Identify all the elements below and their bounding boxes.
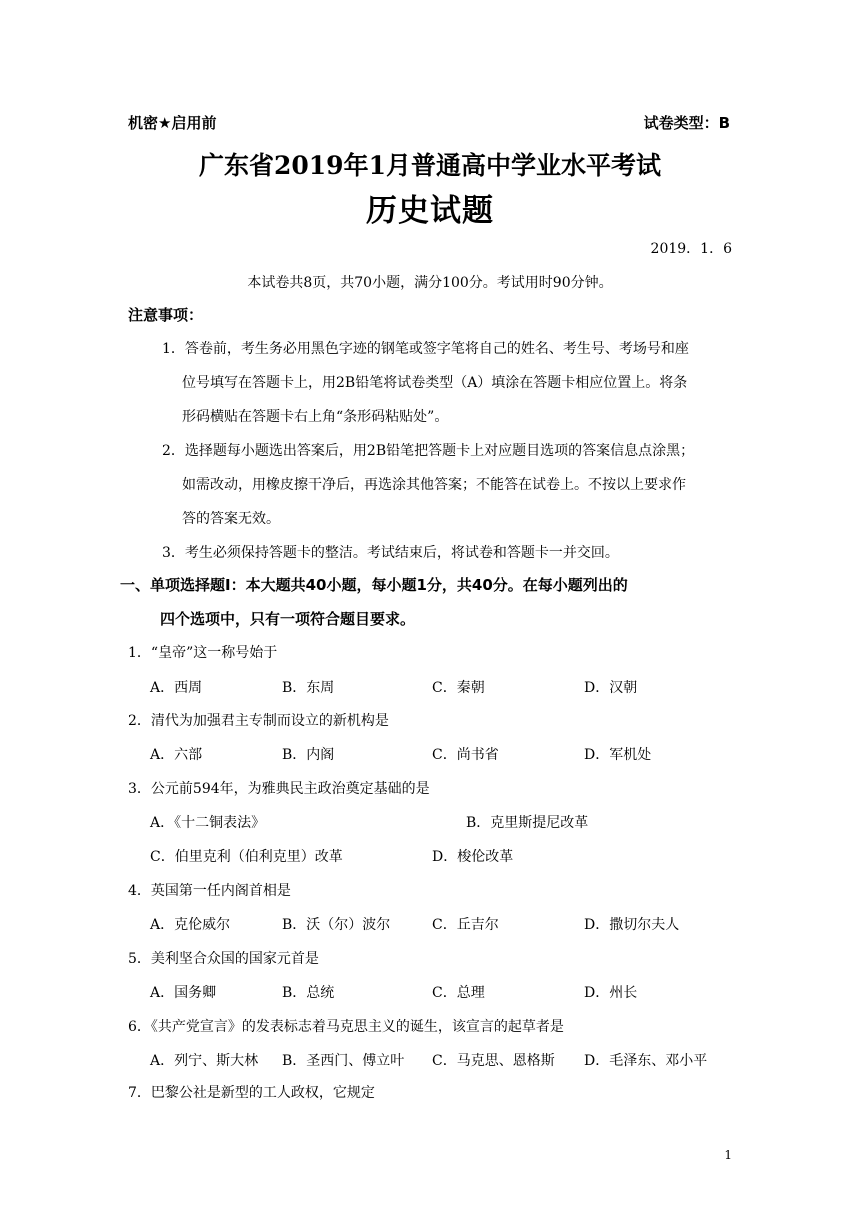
question-3-option-d: D．梭伦改革 bbox=[432, 849, 514, 865]
question-1-option-d: D．汉朝 bbox=[584, 680, 638, 696]
paper-type-label: 试卷类型：B bbox=[643, 114, 730, 132]
question-1-option-a: A．西周 bbox=[150, 680, 203, 696]
question-2-option-a: A．六部 bbox=[150, 747, 203, 763]
section-heading-line-2: 四个选项中，只有一项符合题目要求。 bbox=[160, 610, 416, 628]
question-3-stem: 3．公元前594年，为雅典民主政治奠定基础的是 bbox=[128, 781, 430, 797]
question-5-option-d: D．州长 bbox=[584, 985, 638, 1001]
question-3-option-b: B．克里斯提尼改革 bbox=[466, 815, 589, 831]
notice-item-1-line-2: 位号填写在答题卡上，用2B铅笔将试卷类型（A）填涂在答题卡相应位置上。将条 bbox=[182, 375, 688, 391]
question-6-option-c: C．马克思、恩格斯 bbox=[432, 1053, 555, 1069]
question-6-option-a: A．列宁、斯大林 bbox=[150, 1053, 259, 1069]
notice-item-3-line-1: 3．考生必须保持答题卡的整洁。考试结束后，将试卷和答题卡一并交回。 bbox=[162, 545, 619, 561]
exam-title: 广东省2019年1月普通高中学业水平考试 bbox=[199, 151, 661, 180]
exam-date: 2019．1．6 bbox=[650, 241, 732, 257]
notice-item-1-line-1: 1．答卷前，考生务必用黑色字迹的钢笔或签字笔将自己的姓名、考生号、考场号和座 bbox=[162, 341, 689, 357]
exam-intro: 本试卷共8页，共70小题，满分100分。考试用时90分钟。 bbox=[247, 275, 613, 291]
question-6-stem: 6．《共产党宣言》的发表标志着马克思主义的诞生，该宣言的起草者是 bbox=[128, 1019, 564, 1035]
question-2-option-c: C．尚书省 bbox=[432, 747, 499, 763]
notice-item-2-line-2: 如需改动，用橡皮擦干净后，再选涂其他答案；不能答在试卷上。不按以上要求作 bbox=[182, 477, 686, 493]
question-4-option-a: A．克伦威尔 bbox=[150, 917, 231, 933]
section-heading-line-1: 一、单项选择题Ⅰ：本大题共40小题，每小题1分，共40分。在每小题列出的 bbox=[120, 576, 628, 594]
question-2-stem: 2．清代为加强君主专制而设立的新机构是 bbox=[128, 713, 389, 729]
question-1-stem: 1．“皇帝”这一称号始于 bbox=[128, 645, 278, 661]
question-4-option-d: D．撒切尔夫人 bbox=[584, 917, 680, 933]
question-7-stem: 7．巴黎公社是新型的工人政权，它规定 bbox=[128, 1085, 375, 1101]
question-4-stem: 4．英国第一任内阁首相是 bbox=[128, 883, 291, 899]
page-number: 1 bbox=[724, 1148, 732, 1162]
question-2-option-b: B．内阁 bbox=[282, 747, 335, 763]
question-6-option-b: B．圣西门、傅立叶 bbox=[282, 1053, 405, 1069]
question-5-option-b: B．总统 bbox=[282, 985, 335, 1001]
question-1-option-b: B．东周 bbox=[282, 680, 335, 696]
confidential-label: 机密★启用前 bbox=[128, 114, 217, 132]
question-4-option-b: B．沃（尔）波尔 bbox=[282, 917, 391, 933]
question-2-option-d: D．军机处 bbox=[584, 747, 652, 763]
question-5-option-a: A．国务卿 bbox=[150, 985, 217, 1001]
question-5-stem: 5．美利坚合众国的国家元首是 bbox=[128, 951, 319, 967]
notice-item-1-line-3: 形码横贴在答题卡右上角“条形码粘贴处”。 bbox=[182, 409, 449, 425]
notice-item-2-line-1: 2．选择题每小题选出答案后，用2B铅笔把答题卡上对应题目选项的答案信息点涂黑； bbox=[162, 443, 695, 459]
question-6-option-d: D．毛泽东、邓小平 bbox=[584, 1053, 708, 1069]
question-3-option-a: A．《十二铜表法》 bbox=[150, 815, 266, 831]
question-3-option-c: C．伯里克利（伯利克里）改革 bbox=[150, 849, 343, 865]
question-4-option-c: C．丘吉尔 bbox=[432, 917, 499, 933]
notice-item-2-line-3: 答的答案无效。 bbox=[182, 511, 280, 527]
question-5-option-c: C．总理 bbox=[432, 985, 485, 1001]
subject-title: 历史试题 bbox=[366, 193, 494, 229]
question-1-option-c: C．秦朝 bbox=[432, 680, 485, 696]
notice-heading: 注意事项： bbox=[128, 306, 204, 324]
